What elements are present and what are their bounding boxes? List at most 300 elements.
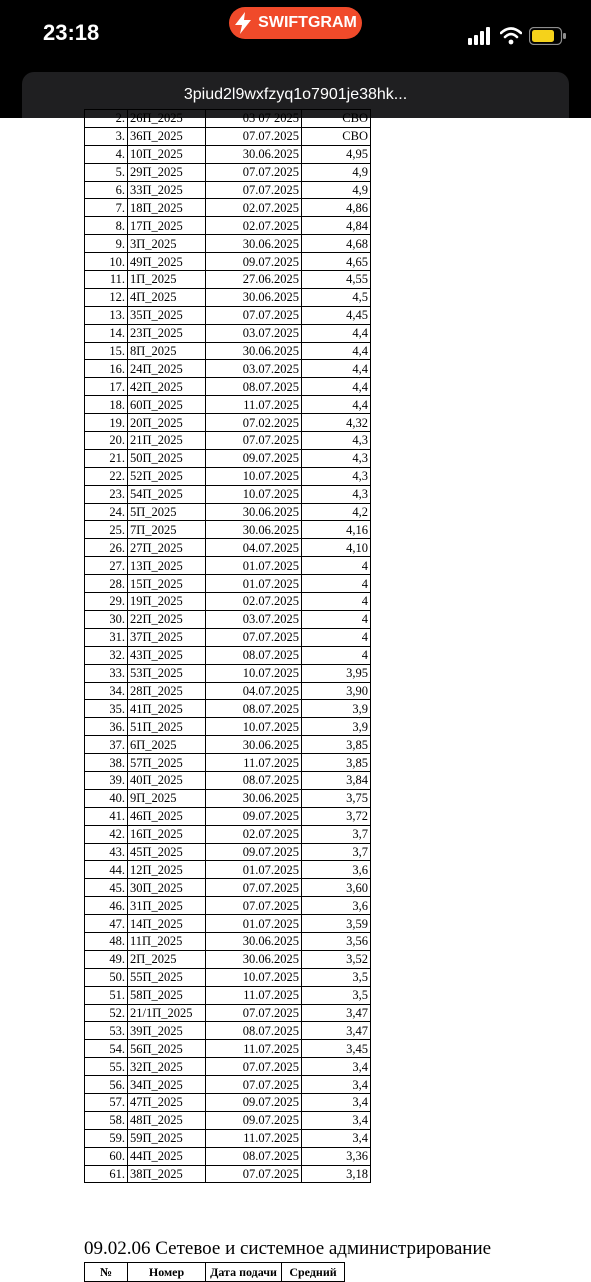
row-date: 04.07.2025 — [206, 682, 302, 700]
row-date: 08.07.2025 — [206, 378, 302, 396]
table-row — [85, 1111, 371, 1129]
row-number: 46. — [85, 897, 128, 915]
row-number: 41. — [85, 807, 128, 825]
row-code: 44П_2025 — [128, 1147, 206, 1165]
row-number: 44. — [85, 861, 128, 879]
row-score: 3,5 — [302, 968, 371, 986]
table-row — [85, 449, 371, 467]
row-score: 4,84 — [302, 217, 371, 235]
row-score: 3,4 — [302, 1093, 371, 1111]
row-date: 01.07.2025 — [206, 861, 302, 879]
row-score: 4,3 — [302, 432, 371, 450]
row-number: 39. — [85, 771, 128, 789]
row-date: 01.07.2025 — [206, 557, 302, 575]
row-date: 09.07.2025 — [206, 1111, 302, 1129]
row-score: 4,9 — [302, 181, 371, 199]
table-row — [85, 1165, 371, 1183]
swiftgram-pill[interactable] — [229, 7, 362, 39]
table-row — [85, 485, 371, 503]
row-number: 16. — [85, 360, 128, 378]
row-number: 8. — [85, 217, 128, 235]
table-row — [85, 825, 371, 843]
table-row — [85, 181, 371, 199]
row-date: 03 07 2025 — [206, 110, 302, 128]
table-row — [85, 1022, 371, 1040]
row-date: 01.07.2025 — [206, 915, 302, 933]
row-score: 4,3 — [302, 449, 371, 467]
row-date: 09.07.2025 — [206, 449, 302, 467]
row-date: 07.07.2025 — [206, 163, 302, 181]
row-score: 4,45 — [302, 306, 371, 324]
row-number: 40. — [85, 789, 128, 807]
row-number: 5. — [85, 163, 128, 181]
table-row — [85, 754, 371, 772]
row-code: 20П_2025 — [128, 414, 206, 432]
row-score: 4,4 — [302, 324, 371, 342]
row-code: 8П_2025 — [128, 342, 206, 360]
row-number: 54. — [85, 1040, 128, 1058]
table-row — [85, 378, 371, 396]
row-number: 27. — [85, 557, 128, 575]
app-name: SWIFTGRAM — [258, 14, 357, 31]
row-score: 3,84 — [302, 771, 371, 789]
table-row — [85, 843, 371, 861]
table-row — [85, 1076, 371, 1094]
row-number: 29. — [85, 593, 128, 611]
row-score: 3,6 — [302, 897, 371, 915]
row-code: 17П_2025 — [128, 217, 206, 235]
row-number: 45. — [85, 879, 128, 897]
table-row — [85, 432, 371, 450]
row-date: 11.07.2025 — [206, 754, 302, 772]
row-score: 4,4 — [302, 342, 371, 360]
row-code: 32П_2025 — [128, 1058, 206, 1076]
row-code: 6П_2025 — [128, 736, 206, 754]
row-code: 22П_2025 — [128, 610, 206, 628]
row-number: 53. — [85, 1022, 128, 1040]
row-score: 3,7 — [302, 825, 371, 843]
row-code: 50П_2025 — [128, 449, 206, 467]
row-code: 35П_2025 — [128, 306, 206, 324]
table-row — [85, 950, 371, 968]
row-number: 49. — [85, 950, 128, 968]
row-code: 30П_2025 — [128, 879, 206, 897]
row-code: 52П_2025 — [128, 467, 206, 485]
row-score: 4,95 — [302, 145, 371, 163]
row-code: 18П_2025 — [128, 199, 206, 217]
table-row — [85, 789, 371, 807]
row-number: 3. — [85, 127, 128, 145]
row-number: 7. — [85, 199, 128, 217]
status-bar — [0, 0, 591, 72]
row-date: 04.07.2025 — [206, 539, 302, 557]
header-score: Средний — [282, 1263, 345, 1282]
row-code: 4П_2025 — [128, 288, 206, 306]
table-row — [85, 1129, 371, 1147]
row-number: 37. — [85, 736, 128, 754]
document-page — [0, 111, 591, 1280]
row-number: 10. — [85, 253, 128, 271]
row-date: 07.07.2025 — [206, 897, 302, 915]
section-title: 09.02.06 Сетевое и системное администрирование — [84, 1238, 492, 1259]
row-number: 26. — [85, 539, 128, 557]
row-number: 23. — [85, 485, 128, 503]
table-row — [85, 879, 371, 897]
row-code: 13П_2025 — [128, 557, 206, 575]
row-date: 01.07.2025 — [206, 575, 302, 593]
row-date: 10.07.2025 — [206, 968, 302, 986]
row-score: 4,9 — [302, 163, 371, 181]
battery-icon — [529, 27, 567, 45]
row-score: 3,85 — [302, 754, 371, 772]
row-date: 10.07.2025 — [206, 664, 302, 682]
row-score: 4,55 — [302, 271, 371, 289]
table-row — [85, 360, 371, 378]
row-code: 55П_2025 — [128, 968, 206, 986]
row-code: 40П_2025 — [128, 771, 206, 789]
row-date: 02.07.2025 — [206, 217, 302, 235]
row-date: 02.07.2025 — [206, 199, 302, 217]
row-code: 7П_2025 — [128, 521, 206, 539]
table-row — [85, 664, 371, 682]
table-row — [85, 1040, 371, 1058]
row-score: 3,59 — [302, 915, 371, 933]
row-code: 27П_2025 — [128, 539, 206, 557]
table-row — [85, 145, 371, 163]
row-score: 4,10 — [302, 539, 371, 557]
row-score: 4,3 — [302, 467, 371, 485]
row-date: 10.07.2025 — [206, 485, 302, 503]
row-score: 3,9 — [302, 700, 371, 718]
table-row — [85, 521, 371, 539]
row-number: 30. — [85, 610, 128, 628]
row-date: 10.07.2025 — [206, 467, 302, 485]
table-row — [85, 736, 371, 754]
next-table-header-row — [85, 1263, 345, 1282]
table-row — [85, 1058, 371, 1076]
row-code: 39П_2025 — [128, 1022, 206, 1040]
row-date: 27.06.2025 — [206, 271, 302, 289]
row-code: 60П_2025 — [128, 396, 206, 414]
row-code: 21/1П_2025 — [128, 1004, 206, 1022]
row-score: 3,7 — [302, 843, 371, 861]
row-score: 4,65 — [302, 253, 371, 271]
row-date: 30.06.2025 — [206, 736, 302, 754]
row-code: 43П_2025 — [128, 646, 206, 664]
row-code: 59П_2025 — [128, 1129, 206, 1147]
row-number: 34. — [85, 682, 128, 700]
table-row — [85, 467, 371, 485]
row-score: 3,36 — [302, 1147, 371, 1165]
row-code: 36П_2025 — [128, 127, 206, 145]
table-row — [85, 932, 371, 950]
row-code: 56П_2025 — [128, 1040, 206, 1058]
table-row — [85, 718, 371, 736]
table-row — [85, 593, 371, 611]
table-row — [85, 897, 371, 915]
row-code: 33П_2025 — [128, 181, 206, 199]
row-number: 21. — [85, 449, 128, 467]
row-date: 07.07.2025 — [206, 628, 302, 646]
table-row — [85, 127, 371, 145]
table-row — [85, 861, 371, 879]
row-score: 3,95 — [302, 664, 371, 682]
row-date: 30.06.2025 — [206, 235, 302, 253]
row-number: 50. — [85, 968, 128, 986]
row-number: 47. — [85, 915, 128, 933]
row-number: 9. — [85, 235, 128, 253]
table-row — [85, 986, 371, 1004]
row-date: 30.06.2025 — [206, 521, 302, 539]
row-number: 25. — [85, 521, 128, 539]
row-score: 3,6 — [302, 861, 371, 879]
row-score: 4,4 — [302, 378, 371, 396]
lightning-icon — [234, 12, 252, 34]
table-row — [85, 271, 371, 289]
row-code: 54П_2025 — [128, 485, 206, 503]
row-date: 08.07.2025 — [206, 700, 302, 718]
row-date: 30.06.2025 — [206, 145, 302, 163]
row-code: 51П_2025 — [128, 718, 206, 736]
row-date: 08.07.2025 — [206, 1022, 302, 1040]
table-row — [85, 306, 371, 324]
table-row — [85, 253, 371, 271]
row-number: 22. — [85, 467, 128, 485]
row-code: 34П_2025 — [128, 1076, 206, 1094]
table-row — [85, 163, 371, 181]
row-code: 24П_2025 — [128, 360, 206, 378]
row-date: 07.07.2025 — [206, 1165, 302, 1183]
row-date: 30.06.2025 — [206, 342, 302, 360]
row-date: 08.07.2025 — [206, 771, 302, 789]
row-date: 07.07.2025 — [206, 879, 302, 897]
row-date: 07.07.2025 — [206, 127, 302, 145]
row-number: 13. — [85, 306, 128, 324]
row-code: 11П_2025 — [128, 932, 206, 950]
row-number: 59. — [85, 1129, 128, 1147]
row-number: 17. — [85, 378, 128, 396]
row-date: 11.07.2025 — [206, 396, 302, 414]
row-score: 3,45 — [302, 1040, 371, 1058]
url-title: 3piud2l9wxfzyq1o7901je38hk... — [183, 86, 408, 103]
row-score: 3,90 — [302, 682, 371, 700]
row-code: 2П_2025 — [128, 950, 206, 968]
row-code: 14П_2025 — [128, 915, 206, 933]
row-date: 07.07.2025 — [206, 1058, 302, 1076]
row-score: 4,4 — [302, 360, 371, 378]
row-date: 02.07.2025 — [206, 593, 302, 611]
table-row — [85, 1147, 371, 1165]
row-score: СВО — [302, 127, 371, 145]
row-score: 4 — [302, 557, 371, 575]
table-row — [85, 807, 371, 825]
row-number: 35. — [85, 700, 128, 718]
table-row — [85, 575, 371, 593]
table-row — [85, 414, 371, 432]
row-score: 4,4 — [302, 396, 371, 414]
row-date: 09.07.2025 — [206, 807, 302, 825]
table-row — [85, 288, 371, 306]
status-time: 23:18 — [43, 20, 100, 45]
table-row — [85, 968, 371, 986]
header-date: Дата подачи — [206, 1263, 282, 1282]
row-number: 48. — [85, 932, 128, 950]
row-score: 3,18 — [302, 1165, 371, 1183]
next-table — [84, 1262, 345, 1282]
row-number: 19. — [85, 414, 128, 432]
row-date: 07.07.2025 — [206, 1004, 302, 1022]
row-score: 4,68 — [302, 235, 371, 253]
table-row — [85, 1093, 371, 1111]
row-code: 41П_2025 — [128, 700, 206, 718]
row-date: 08.07.2025 — [206, 646, 302, 664]
row-date: 03.07.2025 — [206, 610, 302, 628]
row-score: 4,32 — [302, 414, 371, 432]
row-number: 57. — [85, 1093, 128, 1111]
row-code: 31П_2025 — [128, 897, 206, 915]
row-code: 16П_2025 — [128, 825, 206, 843]
row-code: 58П_2025 — [128, 986, 206, 1004]
row-number: 6. — [85, 181, 128, 199]
row-code: 38П_2025 — [128, 1165, 206, 1183]
row-score: 4,16 — [302, 521, 371, 539]
row-code: 46П_2025 — [128, 807, 206, 825]
row-date: 30.06.2025 — [206, 503, 302, 521]
row-code: 10П_2025 — [128, 145, 206, 163]
row-score: 3,60 — [302, 879, 371, 897]
row-number: 28. — [85, 575, 128, 593]
row-score: 4,2 — [302, 503, 371, 521]
row-code: 53П_2025 — [128, 664, 206, 682]
row-number: 51. — [85, 986, 128, 1004]
row-code: 3П_2025 — [128, 235, 206, 253]
row-code: 19П_2025 — [128, 593, 206, 611]
row-code: 47П_2025 — [128, 1093, 206, 1111]
row-date: 30.06.2025 — [206, 789, 302, 807]
row-score: 3,5 — [302, 986, 371, 1004]
row-code: 57П_2025 — [128, 754, 206, 772]
row-score: 3,56 — [302, 932, 371, 950]
row-score: 3,47 — [302, 1004, 371, 1022]
row-number: 36. — [85, 718, 128, 736]
row-date: 03.07.2025 — [206, 324, 302, 342]
row-number: 33. — [85, 664, 128, 682]
row-code: 49П_2025 — [128, 253, 206, 271]
row-number: 15. — [85, 342, 128, 360]
row-number: 52. — [85, 1004, 128, 1022]
row-score: 3,4 — [302, 1076, 371, 1094]
table-row — [85, 235, 371, 253]
table-row — [85, 915, 371, 933]
row-code: 37П_2025 — [128, 628, 206, 646]
row-number: 14. — [85, 324, 128, 342]
row-date: 07.07.2025 — [206, 1076, 302, 1094]
table-row — [85, 610, 371, 628]
row-date: 09.07.2025 — [206, 253, 302, 271]
row-number: 58. — [85, 1111, 128, 1129]
row-code: 1П_2025 — [128, 271, 206, 289]
row-score: 3,85 — [302, 736, 371, 754]
header-number: № — [85, 1263, 128, 1282]
row-date: 30.06.2025 — [206, 288, 302, 306]
row-score: 3,9 — [302, 718, 371, 736]
row-score: 3,52 — [302, 950, 371, 968]
row-number: 32. — [85, 646, 128, 664]
row-date: 30.06.2025 — [206, 950, 302, 968]
row-code: 23П_2025 — [128, 324, 206, 342]
row-date: 11.07.2025 — [206, 986, 302, 1004]
row-date: 09.07.2025 — [206, 1093, 302, 1111]
signal-icon — [468, 27, 490, 45]
table-row — [85, 324, 371, 342]
row-date: 07.07.2025 — [206, 432, 302, 450]
row-score: 3,47 — [302, 1022, 371, 1040]
row-score: 4 — [302, 646, 371, 664]
row-score: 4 — [302, 610, 371, 628]
row-date: 07.07.2025 — [206, 181, 302, 199]
row-number: 60. — [85, 1147, 128, 1165]
header-code: Номер — [128, 1263, 206, 1282]
ranking-table-body — [85, 110, 371, 1183]
row-score: 4,86 — [302, 199, 371, 217]
row-date: 30.06.2025 — [206, 932, 302, 950]
row-code: 45П_2025 — [128, 843, 206, 861]
row-score: 3,72 — [302, 807, 371, 825]
table-row — [85, 771, 371, 789]
row-score: 3,4 — [302, 1129, 371, 1147]
row-date: 11.07.2025 — [206, 1040, 302, 1058]
row-number: 12. — [85, 288, 128, 306]
row-code: 26П_2025 — [128, 110, 206, 128]
table-row — [85, 110, 371, 128]
row-number: 20. — [85, 432, 128, 450]
table-row — [85, 503, 371, 521]
row-date: 08.07.2025 — [206, 1147, 302, 1165]
table-row — [85, 217, 371, 235]
row-date: 11.07.2025 — [206, 1129, 302, 1147]
row-score: 4,3 — [302, 485, 371, 503]
row-date: 10.07.2025 — [206, 718, 302, 736]
row-number: 43. — [85, 843, 128, 861]
row-code: 28П_2025 — [128, 682, 206, 700]
row-code: 29П_2025 — [128, 163, 206, 181]
row-date: 09.07.2025 — [206, 843, 302, 861]
row-score: 3,4 — [302, 1058, 371, 1076]
row-score: 4 — [302, 628, 371, 646]
row-number: 42. — [85, 825, 128, 843]
table-row — [85, 682, 371, 700]
row-code: 48П_2025 — [128, 1111, 206, 1129]
row-date: 07.02.2025 — [206, 414, 302, 432]
row-date: 02.07.2025 — [206, 825, 302, 843]
table-row — [85, 199, 371, 217]
table-row — [85, 396, 371, 414]
row-score: СВО — [302, 110, 371, 128]
table-row — [85, 342, 371, 360]
row-number: 11. — [85, 271, 128, 289]
row-score: 3,4 — [302, 1111, 371, 1129]
row-code: 9П_2025 — [128, 789, 206, 807]
row-number: 4. — [85, 145, 128, 163]
table-row — [85, 1004, 371, 1022]
row-code: 42П_2025 — [128, 378, 206, 396]
row-code: 12П_2025 — [128, 861, 206, 879]
table-row — [85, 539, 371, 557]
row-date: 07.07.2025 — [206, 306, 302, 324]
row-number: 55. — [85, 1058, 128, 1076]
ranking-table — [84, 109, 371, 1183]
row-score: 4,5 — [302, 288, 371, 306]
